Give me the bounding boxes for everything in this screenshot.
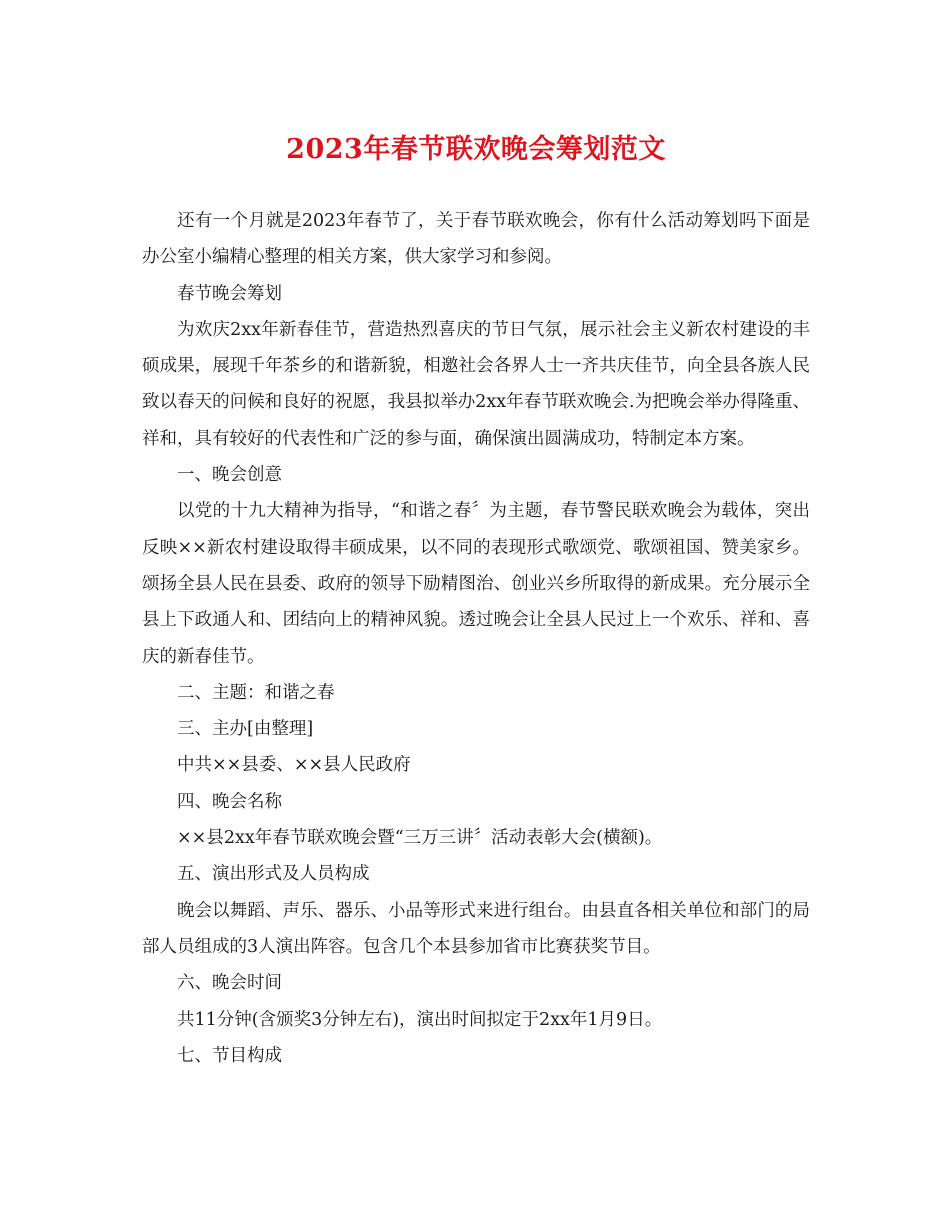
document-body	[142, 203, 810, 1074]
concept-paragraph: 以党的十九大精神为指导，“和谐之春〞为主题，春节警民联欢晚会为载体，突出反映××新农村建设取得丰硕成果，以不同的表现形式歌颂党、歌颂祖国、赞美家乡。颂扬全县人民在县委、政府的领导下励精图治、创业兴乡所取得的新成果。充分展示全县上下政通人和、团结向上的精神风貌。透过晚会让全县人民过上一个欢乐、祥和、喜庆的新春佳节。	[142, 501, 810, 667]
section-heading-plan: 春节晚会筹划	[177, 283, 282, 304]
intro-paragraph: 还有一个月就是2023年春节了，关于春节联欢晚会，你有什么活动筹划吗下面是办公室小编精心整理的相关方案，供大家学习和参阅。	[142, 211, 810, 268]
performance-paragraph: 晚会以舞蹈、声乐、器乐、小品等形式来进行组台。由县直各相关单位和部门的局部人员组成的3人演出阵容。包含几个本县参加省市比赛获奖节目。	[142, 900, 810, 957]
section-heading-2: 二、主题：和谐之春	[177, 682, 335, 703]
section-heading-3: 三、主办[由整理]	[177, 719, 314, 740]
event-name-paragraph: ××县2xx年春节联欢晚会暨“三万三讲〞活动表彰大会(横额)。	[177, 828, 663, 849]
section-heading-5: 五、演出形式及人员构成	[177, 864, 370, 885]
document-page	[142, 0, 810, 1230]
organizer-paragraph: 中共××县委、××县人民政府	[177, 755, 411, 776]
document-title: 2023年春节联欢晚会筹划范文	[286, 134, 666, 165]
section-heading-6: 六、晚会时间	[177, 973, 282, 994]
time-paragraph: 共11分钟(含颁奖3分钟左右)，演出时间拟定于2xx年1月9日。	[177, 1009, 663, 1030]
section-heading-1: 一、晚会创意	[177, 465, 282, 486]
purpose-paragraph: 为欢庆2xx年新春佳节，营造热烈喜庆的节日气氛，展示社会主义新农村建设的丰硕成果，展现千年茶乡的和谐新貌，相邀社会各界人士一齐共庆佳节，向全县各族人民致以春天的问候和良好的祝愿，我县拟举办2xx年春节联欢晚会.为把晚会举办得隆重、祥和，具有较好的代表性和广泛的参与面，确保演出圆满成功，特制定本方案。	[142, 319, 810, 449]
section-heading-7: 七、节目构成	[177, 1045, 282, 1066]
section-heading-4: 四、晚会名称	[177, 791, 282, 812]
